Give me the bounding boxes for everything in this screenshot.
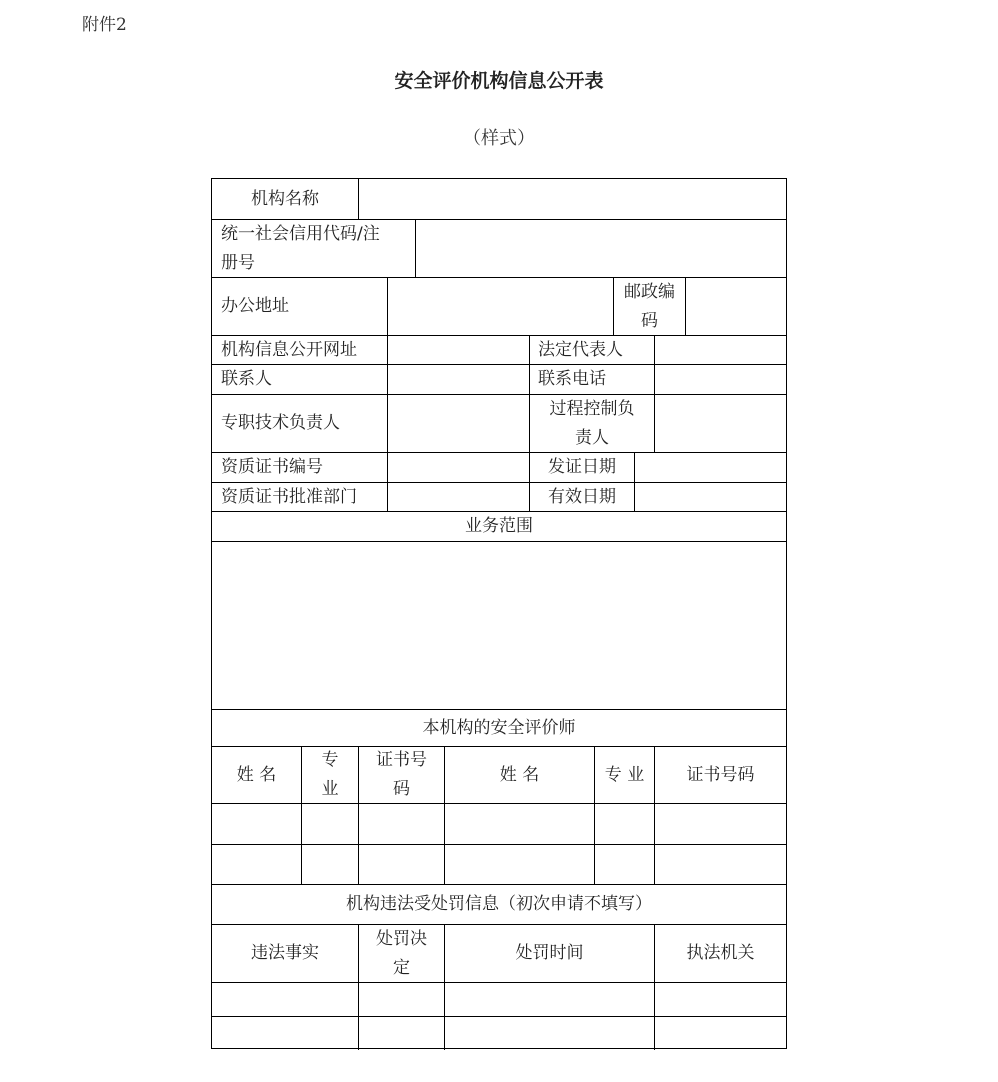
valid-date-field[interactable] bbox=[635, 483, 786, 511]
assessor-major-header-2: 专 业 bbox=[604, 764, 645, 785]
valid-date-label: 有效日期 bbox=[548, 486, 616, 507]
penalty-authority-header: 执法机关 bbox=[686, 943, 755, 963]
credit-code-label-line2: 册号 bbox=[221, 252, 255, 273]
penalty-row-1[interactable] bbox=[212, 983, 786, 1016]
assessor-row-2[interactable] bbox=[212, 845, 786, 884]
tech-lead-label: 专职技术负责人 bbox=[221, 413, 340, 433]
process-lead-field[interactable] bbox=[655, 395, 786, 452]
office-address-field[interactable] bbox=[388, 278, 613, 335]
penalty-time-header: 处罚时间 bbox=[515, 943, 584, 963]
assessor-major-header-1 bbox=[302, 747, 358, 803]
penalty-row-2[interactable] bbox=[212, 1017, 786, 1048]
legal-rep-field[interactable] bbox=[655, 336, 786, 364]
postal-code-label-line1: 邮政编 bbox=[624, 281, 675, 302]
contact-phone-field[interactable] bbox=[655, 365, 786, 394]
page-title: 安全评价机构信息公开表 bbox=[394, 70, 604, 92]
penalty-decision-header-line1: 处罚决 bbox=[376, 928, 427, 949]
website-label: 机构信息公开网址 bbox=[221, 339, 357, 360]
assessor-name-header-2: 姓 名 bbox=[499, 764, 540, 785]
business-scope-field[interactable] bbox=[212, 542, 786, 709]
process-lead-label bbox=[530, 395, 654, 452]
assessor-row-1[interactable] bbox=[212, 804, 786, 844]
org-name-field[interactable] bbox=[359, 179, 786, 219]
assessor-cert-header-2: 证书号码 bbox=[686, 764, 755, 785]
postal-code-field[interactable] bbox=[686, 278, 786, 335]
cert-no-field[interactable] bbox=[388, 453, 529, 482]
assessor-major-header-1-line1: 专 bbox=[321, 750, 339, 770]
approval-dept-field[interactable] bbox=[388, 483, 529, 511]
assessor-cert-header-1 bbox=[359, 747, 444, 803]
credit-code-field[interactable] bbox=[416, 220, 786, 277]
penalty-facts-header: 违法事实 bbox=[251, 943, 319, 963]
issue-date-field[interactable] bbox=[635, 453, 786, 482]
info-disclosure-form bbox=[211, 178, 787, 1049]
contact-phone-label: 联系电话 bbox=[538, 369, 606, 389]
contact-field[interactable] bbox=[388, 365, 529, 394]
issue-date-label: 发证日期 bbox=[548, 457, 616, 477]
credit-code-label bbox=[212, 220, 415, 277]
assessors-section-label: 本机构的安全评价师 bbox=[422, 717, 576, 738]
tech-lead-field[interactable] bbox=[388, 395, 529, 452]
assessor-name-header-1: 姓 名 bbox=[236, 764, 277, 785]
penalty-section-label: 机构违法受处罚信息（初次申请不填写） bbox=[346, 894, 652, 914]
business-scope-label: 业务范围 bbox=[465, 516, 533, 536]
assessor-major-header-1-line2: 业 bbox=[321, 779, 339, 799]
org-name-label: 机构名称 bbox=[251, 188, 319, 209]
credit-code-label-line1: 统一社会信用代码/注 bbox=[221, 223, 380, 244]
page-subtitle: （样式） bbox=[463, 128, 535, 149]
postal-code-label-line2: 码 bbox=[641, 310, 658, 331]
process-lead-label-line2: 责人 bbox=[575, 427, 609, 448]
legal-rep-label: 法定代表人 bbox=[538, 339, 623, 360]
contact-label: 联系人 bbox=[221, 369, 272, 389]
attachment-label: 附件2 bbox=[82, 15, 127, 35]
assessor-cert-header-1-line1: 证书号 bbox=[376, 750, 427, 770]
penalty-decision-header bbox=[359, 925, 444, 982]
office-address-label: 办公地址 bbox=[221, 296, 289, 316]
website-field[interactable] bbox=[388, 336, 529, 364]
penalty-decision-header-line2: 定 bbox=[393, 957, 410, 978]
approval-dept-label: 资质证书批准部门 bbox=[221, 486, 357, 507]
postal-code-label bbox=[614, 278, 685, 335]
cert-no-label: 资质证书编号 bbox=[221, 457, 323, 477]
process-lead-label-line1: 过程控制负 bbox=[549, 398, 635, 419]
assessor-cert-header-1-line2: 码 bbox=[393, 779, 410, 799]
